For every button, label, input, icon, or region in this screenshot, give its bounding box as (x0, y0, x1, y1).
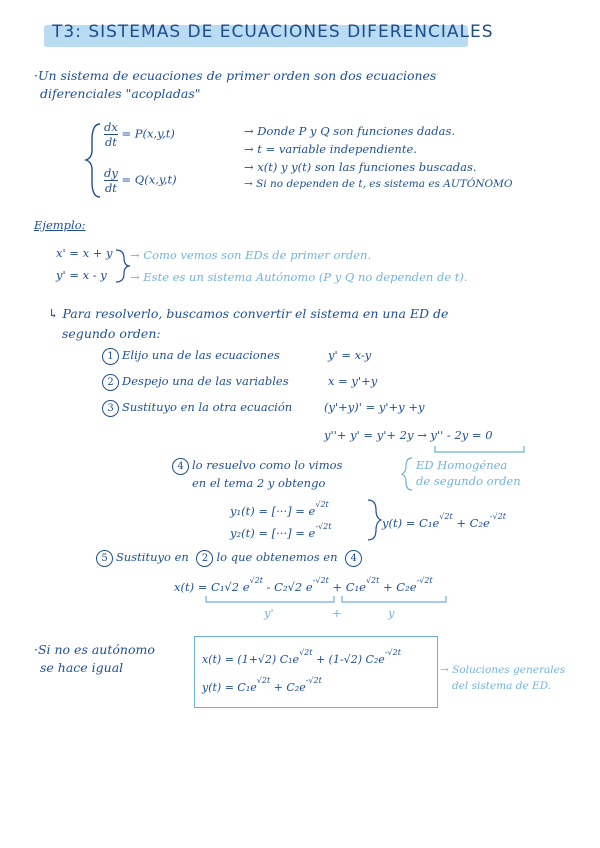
general-solution-box (194, 636, 438, 708)
system-note-2: → t = variable independiente. (244, 142, 417, 156)
step-4-note-2: de segundo orden (416, 474, 521, 488)
eq1-denominator: dt (104, 135, 117, 149)
step-5-eq-e3: √2t (365, 576, 380, 585)
eq1-numerator: dx (104, 120, 118, 134)
step-3-number: 3 (102, 400, 119, 417)
general-solution-x (202, 648, 401, 666)
solve-line-2: segundo orden: (62, 326, 161, 341)
system-eq-2 (104, 166, 177, 195)
step-5 (96, 550, 365, 567)
step-3 (102, 400, 292, 417)
step-5-eq-e2: -√2t (312, 576, 329, 585)
step-5-under-2: y (388, 606, 395, 620)
step-4-y2 (230, 522, 331, 540)
solution-x-e2: -√2t (384, 648, 401, 657)
step-5-ref-a: 2 (196, 550, 213, 567)
step-5-under-1: y' (264, 606, 274, 620)
step-5-eq-e1: √2t (249, 576, 263, 585)
solution-x-e1: √2t (299, 648, 313, 657)
step-1-number: 1 (102, 348, 119, 365)
step-4-y2-base: y₂(t) = [···] = e (230, 526, 316, 540)
nonautonomous-line-2: se hace igual (40, 660, 124, 675)
step-5-eq-c: + C₁e (328, 580, 366, 594)
step-5-text-b: lo que obtenemos en (216, 550, 338, 564)
example-eq-1: x' = x + y (56, 246, 113, 260)
step-4-note-1: ED Homogénea (416, 458, 508, 472)
eq2-denominator: dt (104, 181, 117, 195)
step-4-gen-a: y(t) = C₁e (382, 516, 440, 530)
step-5-eq (174, 576, 433, 594)
step-4-gen-exp-2: -√2t (489, 512, 506, 521)
step-3-eq: (y'+y)' = y'+y +y (324, 400, 425, 414)
eq1-rhs: = P(x,y,t) (121, 126, 175, 141)
solve-line-1: ↳ Para resolverlo, buscamos convertir el sistema en una ED de (48, 306, 449, 321)
step-2 (102, 374, 289, 391)
step-4-gen-mid: + C₂e (452, 516, 490, 530)
step-4-y1-base: y₁(t) = [···] = e (230, 504, 316, 518)
step-5-ref-b: 4 (345, 550, 362, 567)
page-title: T3: SISTEMAS DE ECUACIONES DIFERENCIALES (52, 22, 494, 42)
step-2-eq: x = y'+y (328, 374, 378, 388)
eq2-numerator: dy (104, 166, 118, 180)
step-5-eq-e4: -√2t (416, 576, 433, 585)
step-4-text-1: lo resuelvo como lo vimos (192, 458, 343, 472)
step-4 (172, 458, 342, 475)
solution-x-b: + (1-√2) C₂e (312, 653, 385, 666)
step-1 (102, 348, 280, 365)
system-note-3: → x(t) y y(t) son las funciones buscadas. (244, 160, 477, 174)
nonautonomous-line-1: ·Si no es autónomo (34, 642, 155, 657)
solution-y-b: + C₂e (270, 681, 306, 694)
step-4-y1-exponent: √2t (315, 500, 329, 509)
step-4-y2-exponent: -√2t (315, 522, 332, 531)
solution-x-a: x(t) = (1+√2) C₁e (202, 653, 300, 666)
step-5-text-a: Sustituyo en (116, 550, 189, 564)
step-1-eq: y' = x-y (328, 348, 372, 362)
step-3-text: Sustituyo en la otra ecuación (122, 400, 293, 414)
example-note-1: → Como vemos son EDs de primer orden. (130, 248, 372, 262)
step-4-general (382, 512, 506, 530)
step-4-text-2: en el tema 2 y obtengo (192, 476, 326, 490)
step-5-eq-a: x(t) = C₁√2 e (174, 580, 250, 594)
intro-line-2: diferenciales "acopladas" (40, 86, 201, 101)
eq2-rhs: = Q(x,y,t) (121, 172, 177, 187)
step-4-number: 4 (172, 458, 189, 475)
system-note-4: → Si no dependen de t, es sistema es AUTÓNOMO (244, 178, 513, 190)
example-note-2: → Este es un sistema Autónomo (P y Q no dependen de t). (130, 270, 468, 284)
step-4-gen-exp-1: √2t (439, 512, 453, 521)
system-eq-1 (104, 120, 175, 149)
solution-y-e2: -√2t (305, 676, 322, 685)
system-note-1: → Donde P y Q son funciones dadas. (244, 124, 456, 138)
step-5-eq-d: + C₂e (379, 580, 417, 594)
example-label: Ejemplo: (34, 218, 86, 232)
intro-line-1: ·Un sistema de ecuaciones de primer orden son dos ecuaciones (34, 68, 437, 83)
step-1-text: Elijo una de las ecuaciones (122, 348, 280, 362)
solution-y-e1: √2t (256, 676, 271, 685)
step-5-eq-b: - C₂√2 e (262, 580, 313, 594)
step-4-y1 (230, 500, 329, 518)
step-5-plus: + (332, 606, 342, 620)
solution-y-a: y(t) = C₁e (202, 681, 257, 694)
general-solution-y (202, 676, 322, 694)
step-2-text: Despejo una de las variables (122, 374, 289, 388)
step-5-number: 5 (96, 550, 113, 567)
general-solution-note-2: del sistema de ED. (452, 680, 552, 692)
example-eq-2: y' = x - y (56, 268, 107, 282)
step-3-eq-2: y''+ y' = y'+ 2y → y'' - 2y = 0 (324, 428, 493, 442)
general-solution-note-1: → Soluciones generales (440, 664, 566, 676)
step-2-number: 2 (102, 374, 119, 391)
